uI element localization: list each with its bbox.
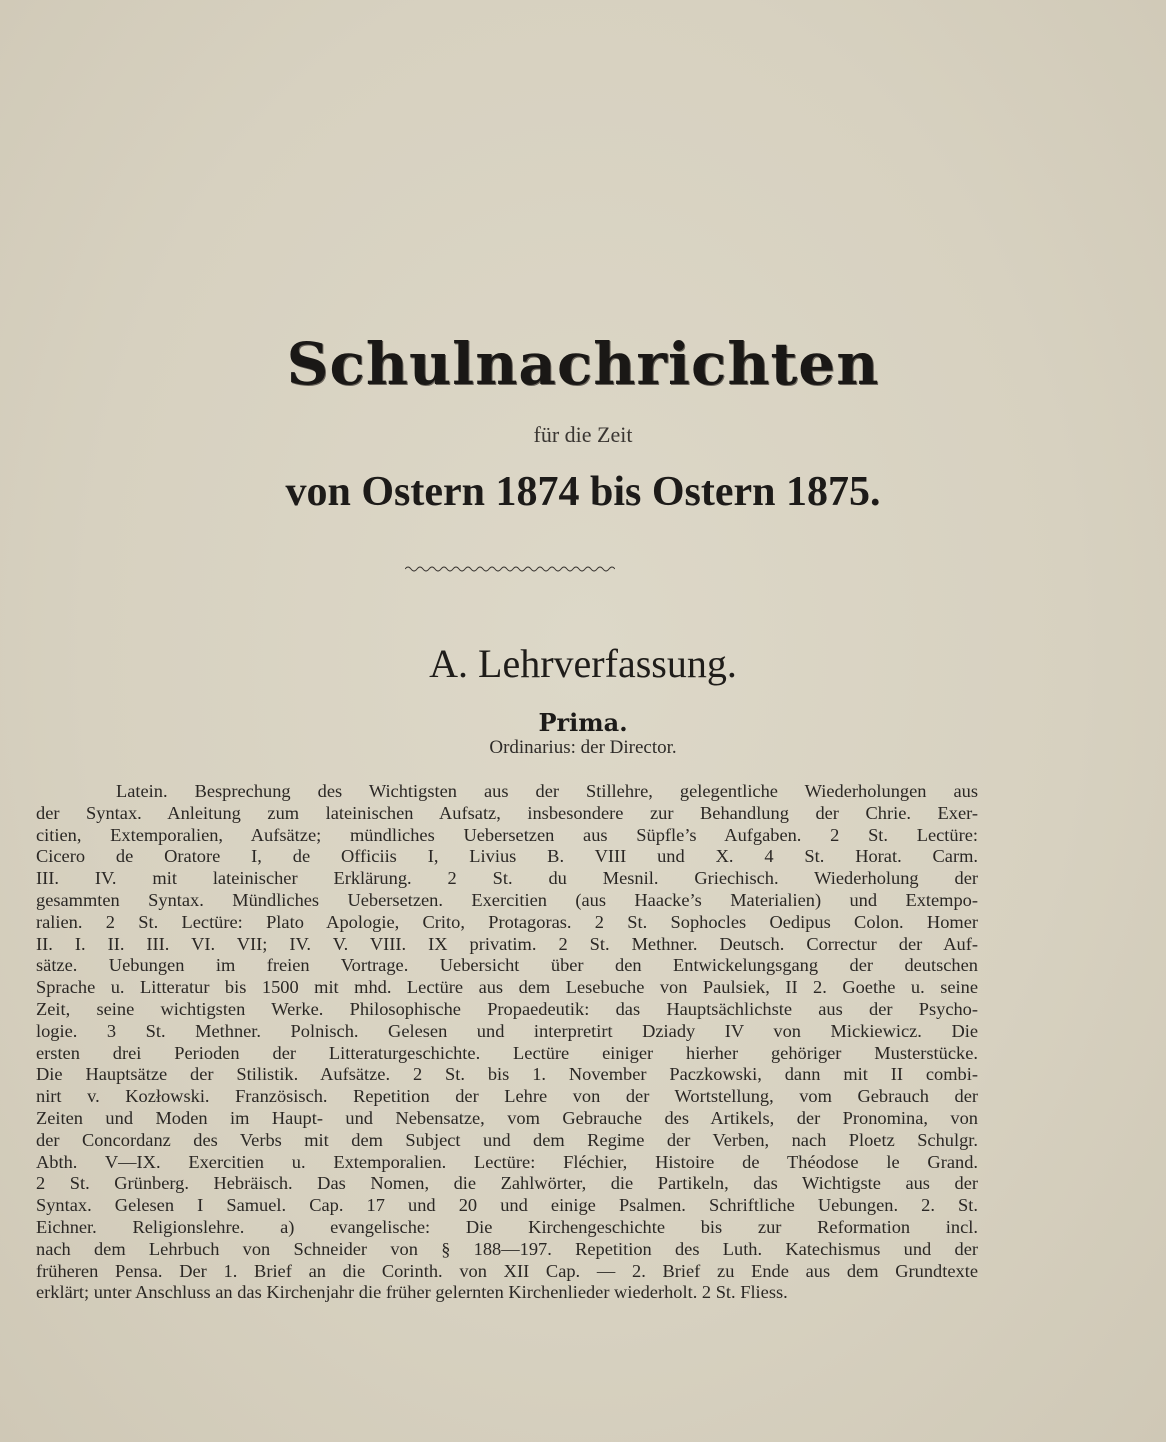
- page-title: Schulnachrichten: [286, 330, 880, 398]
- text-line: Abth. V—IX. Exercitien u. Extemporalien. Lectüre: Fléchier, Histoire de Théodose le Grand.: [36, 1151, 978, 1172]
- ordinarius-line: Ordinarius: der Director.: [489, 737, 677, 758]
- text-line: Syntax. Gelesen I Samuel. Cap. 17 und 20 und einige Psalmen. Schriftliche Uebungen. 2. St.: [36, 1195, 978, 1216]
- ornamental-divider: [405, 564, 615, 574]
- text-line: Cicero de Oratore I, de Officiis I, Livius B. VIII und X. 4 St. Horat. Carm.: [36, 846, 978, 867]
- text-line: citien, Extemporalien, Aufsätze; mündliches Uebersetzen aus Süpfle’s Aufgaben. 2 St. Lectüre:: [36, 824, 978, 845]
- text-line: gesammten Syntax. Mündliches Uebersetzen. Exercitien (aus Haacke’s Materialien) und Extempo-: [36, 889, 978, 910]
- text-line: Zeit, seine wichtigsten Werke. Philosophische Propaedeutik: das Hauptsächlichste aus der Psycho-: [36, 998, 978, 1019]
- section-heading: A. Lehrverfassung.: [429, 641, 737, 686]
- text-line: früheren Pensa. Der 1. Brief an die Corinth. von XII Cap. — 2. Brief zu Ende aus dem Grundtexte: [36, 1260, 978, 1281]
- text-line: nach dem Lehrbuch von Schneider von § 188—197. Repetition des Luth. Katechismus und der: [36, 1238, 978, 1259]
- school-year-period: von Ostern 1874 bis Ostern 1875.: [285, 469, 881, 515]
- text-line: Die Hauptsätze der Stilistik. Aufsätze. 2 St. bis 1. November Paczkowski, dann mit II combi-: [36, 1064, 978, 1085]
- text-line: Latein. Besprechung des Wichtigsten aus der Stillehre, gelegentliche Wiederholungen aus: [116, 781, 978, 801]
- text-line: der Syntax. Anleitung zum lateinischen Aufsatz, insbesondere zur Behandlung der Chrie. Exer-: [36, 802, 978, 823]
- text-line: ralien. 2 St. Lectüre: Plato Apologie, Crito, Protagoras. 2 St. Sophocles Oedipus Colon. Homer: [36, 911, 978, 932]
- curriculum-paragraph: [36, 781, 978, 1304]
- text-line: II. I. II. III. VI. VII; IV. V. VIII. IX privatim. 2 St. Methner. Deutsch. Correctur der Auf-: [36, 933, 978, 954]
- text-line: Sprache u. Litteratur bis 1500 mit mhd. Lectüre aus dem Lesebuche von Paulsiek, II 2. Goethe u. seine: [36, 977, 978, 998]
- text-line: Zeiten und Moden im Haupt- und Nebensatze, vom Gebrauche des Artikels, der Pronomina, von: [36, 1107, 978, 1128]
- text-line: logie. 3 St. Methner. Polnisch. Gelesen und interpretirt Dziady IV von Mickiewicz. Die: [36, 1020, 978, 1041]
- text-line: 2 St. Grünberg. Hebräisch. Das Nomen, die Zahlwörter, die Partikeln, das Wichtigste aus der: [36, 1173, 978, 1194]
- text-line: der Concordanz des Verbs mit dem Subject und dem Regime der Verben, nach Ploetz Schulgr.: [36, 1129, 978, 1150]
- class-heading: Prima.: [538, 708, 628, 737]
- text-line: nirt v. Kozłowski. Französisch. Repetition der Lehre von der Wortstellung, vom Gebrauch der: [36, 1086, 978, 1107]
- page-subtitle: für die Zeit: [533, 422, 633, 447]
- text-line: Eichner. Religionslehre. a) evangelische: Die Kirchengeschichte bis zur Reformation incl.: [36, 1216, 978, 1237]
- text-line: III. IV. mit lateinischer Erklärung. 2 St. du Mesnil. Griechisch. Wiederholung der: [36, 868, 978, 889]
- text-line: sätze. Uebungen im freien Vortrage. Uebersicht über den Entwickelungsgang der deutschen: [36, 955, 978, 976]
- text-line: ersten drei Perioden der Litteraturgeschichte. Lectüre einiger hierher gehöriger Musterstücke.: [36, 1042, 978, 1063]
- text-line: erklärt; unter Anschluss an das Kirchenjahr die früher gelernten Kirchenlieder wiederholt. 2 St. Fliess.: [36, 1282, 788, 1303]
